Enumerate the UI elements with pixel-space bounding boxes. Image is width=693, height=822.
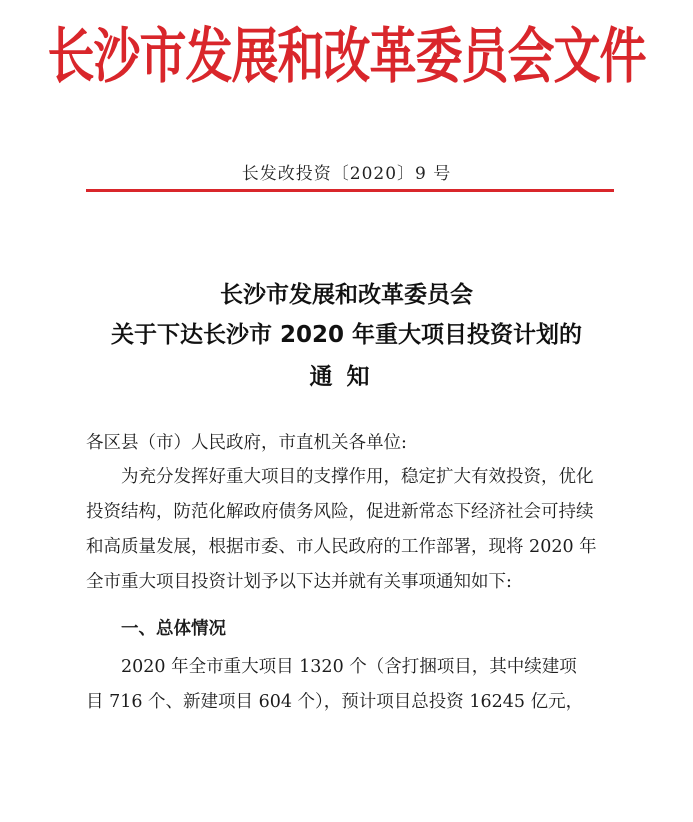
title-line-3: 通知 [309,364,384,390]
paragraph-line: 为充分发挥好重大项目的支撑作用，稳定扩大有效投资，优化 [86,467,594,487]
paragraph-1 [86,460,626,600]
section-heading: 一、总体情况 [86,619,226,639]
paragraph-line: 全市重大项目投资计划予以下达并就有关事项通知如下: [86,572,512,592]
title-line-2: 关于下达长沙市 2020 年重大项目投资计划的 [110,322,583,348]
paragraph-line: 2020 年全市重大项目 1320 个（含打捆项目，其中续建项 [86,657,577,677]
title-line-1: 长沙市发展和改革委员会 [220,282,473,308]
salutation: 各区县（市）人民政府，市直机关各单位: [86,433,407,453]
document-number: 长发改投资〔2020〕9 号 [241,164,452,184]
paragraph-2 [86,650,626,720]
red-divider-rule [86,189,614,192]
paragraph-line: 目 716 个、新建项目 604 个），预计项目总投资 16245 亿元， [86,692,584,712]
paragraph-line: 投资结构，防范化解政府债务风险，促进新常态下经济社会可持续 [86,502,594,522]
issuer-masthead: 长沙市发展和改革委员会文件 [47,21,646,93]
paragraph-line: 和高质量发展，根据市委、市人民政府的工作部署，现将 2020 年 [86,537,597,557]
